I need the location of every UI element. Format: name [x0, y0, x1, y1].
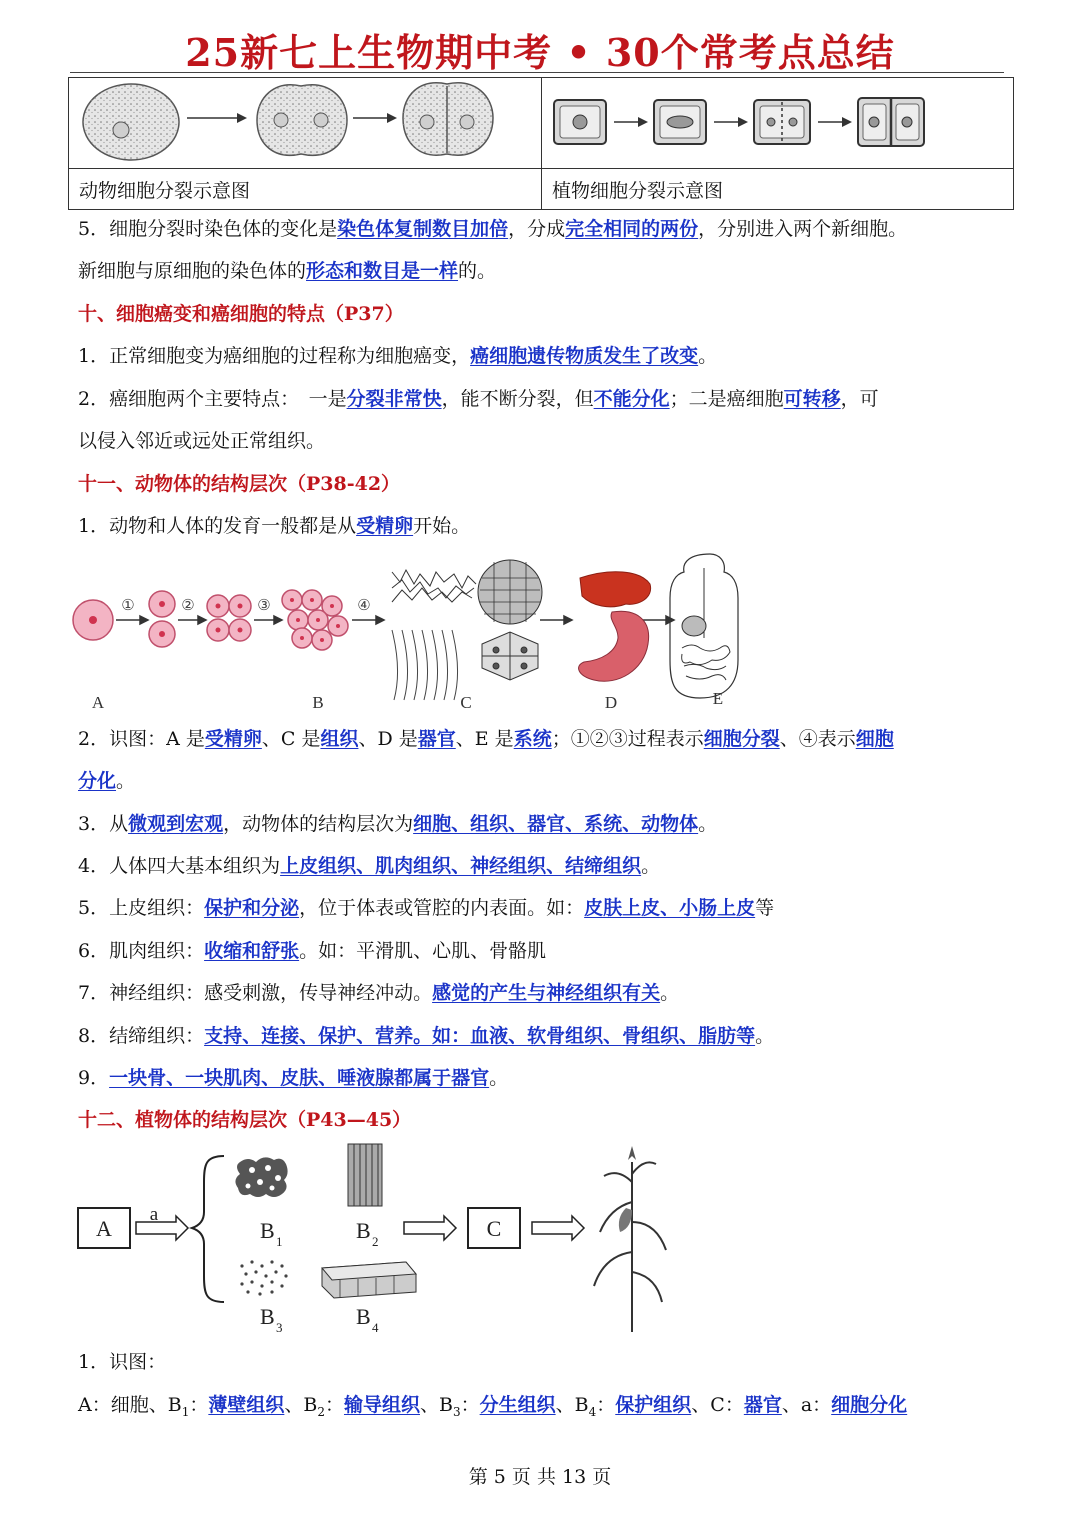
- sec10-heading: 十、细胞癌变和癌细胞的特点（P37）: [78, 303, 404, 325]
- sec11-item9: 9．一块骨、一块肌肉、皮肤、唾液腺都属于器官。: [78, 1067, 509, 1089]
- sec11-item2-line1: 2．识图：A 是受精卵、C 是组织、D 是器官、E 是系统；①②③过程表示细胞分裂、④表示细胞: [78, 728, 894, 750]
- sec11-item5: 5．上皮组织：保护和分泌，位于体表或管腔的内表面。如：皮肤上皮、小肠上皮等: [78, 897, 775, 919]
- sec11-item2-line2: 分化。: [78, 770, 136, 792]
- b4-sub: 4: [372, 1320, 379, 1335]
- animal-division-figure: [69, 78, 542, 169]
- sec11-item7: 7．神经组织：感受刺激，传导神经冲动。感觉的产生与神经组织有关。: [78, 982, 680, 1004]
- label-b: B: [312, 693, 324, 712]
- label-c: C: [460, 693, 472, 712]
- title-divider: [70, 72, 1004, 73]
- step-1: ①: [121, 598, 135, 614]
- sec11-item4: 4．人体四大基本组织为上皮组织、肌肉组织、神经组织、结缔组织。: [78, 855, 661, 877]
- b3-sub: 3: [276, 1320, 283, 1335]
- sec10-item2-line1: 2．癌细胞两个主要特点： 一是分裂非常快，能不断分裂，但不能分化；二是癌细胞可转移，可: [78, 388, 879, 410]
- b1-label: B: [260, 1218, 275, 1243]
- plant-structure-figure: [76, 1142, 676, 1336]
- sec11-item3: 3．从微观到宏观，动物体的结构层次为细胞、组织、器官、系统、动物体。: [78, 813, 718, 835]
- b2-label: B: [356, 1218, 371, 1243]
- sec10-item2-line2: 以侵入邻近或远处正常组织。: [78, 430, 326, 452]
- label-e: E: [712, 689, 724, 708]
- sec11-heading: 十一、动物体的结构层次（P38-42）: [78, 473, 401, 495]
- b4-label: B: [356, 1304, 371, 1329]
- step-3: ③: [257, 598, 271, 614]
- plant-division-caption: 植物细胞分裂示意图: [542, 169, 1014, 210]
- sec11-item8: 8．结缔组织：支持、连接、保护、营养。如：血液、软骨组织、骨组织、脂肪等。: [78, 1025, 775, 1047]
- sec11-item1: 1．动物和人体的发育一般都是从受精卵开始。: [78, 515, 471, 537]
- sec12-heading: 十二、植物体的结构层次（P43—45）: [78, 1109, 412, 1131]
- sec11-item6: 6．肌肉组织：收缩和舒张。如：平滑肌、心肌、骨骼肌: [78, 940, 547, 962]
- sec12-legend-line: A：细胞、$B_1$：薄壁组织、$B_2$：输导组织、$B_3$：分生组织、$B_4$：保护组织、C：器官、a：细胞分化: [78, 1394, 908, 1419]
- b1-sub: 1: [276, 1234, 283, 1249]
- plant-division-figure: [542, 78, 1014, 169]
- cell-division-table: [68, 77, 1014, 210]
- page-footer: 第 5 页 共 13 页: [468, 1466, 612, 1488]
- step-4: ④: [357, 598, 371, 614]
- animal-division-caption: 动物细胞分裂示意图: [69, 169, 542, 210]
- arrow-a-label: a: [149, 1204, 159, 1225]
- page-title: 25新七上生物期中考 • 30个常考点总结: [185, 30, 895, 75]
- sec9-item5-line1: 5．细胞分裂时染色体的变化是染色体复制数目加倍，分成完全相同的两份，分别进入两个新细胞。: [78, 218, 908, 240]
- box-a-label: A: [96, 1216, 112, 1241]
- step-2: ②: [181, 598, 195, 614]
- sec12-item1: 1．识图：: [78, 1351, 167, 1373]
- label-a: A: [91, 693, 105, 712]
- sec10-item1: 1．正常细胞变为癌细胞的过程称为细胞癌变，癌细胞遗传物质发生了改变。: [78, 345, 718, 367]
- label-d: D: [604, 693, 618, 712]
- animal-development-figure: [70, 548, 760, 716]
- b2-sub: 2: [372, 1234, 379, 1249]
- box-c-label: C: [486, 1216, 502, 1241]
- sec9-item5-line2: 新细胞与原细胞的染色体的形态和数目是一样的。: [78, 260, 497, 282]
- b3-label: B: [260, 1304, 275, 1329]
